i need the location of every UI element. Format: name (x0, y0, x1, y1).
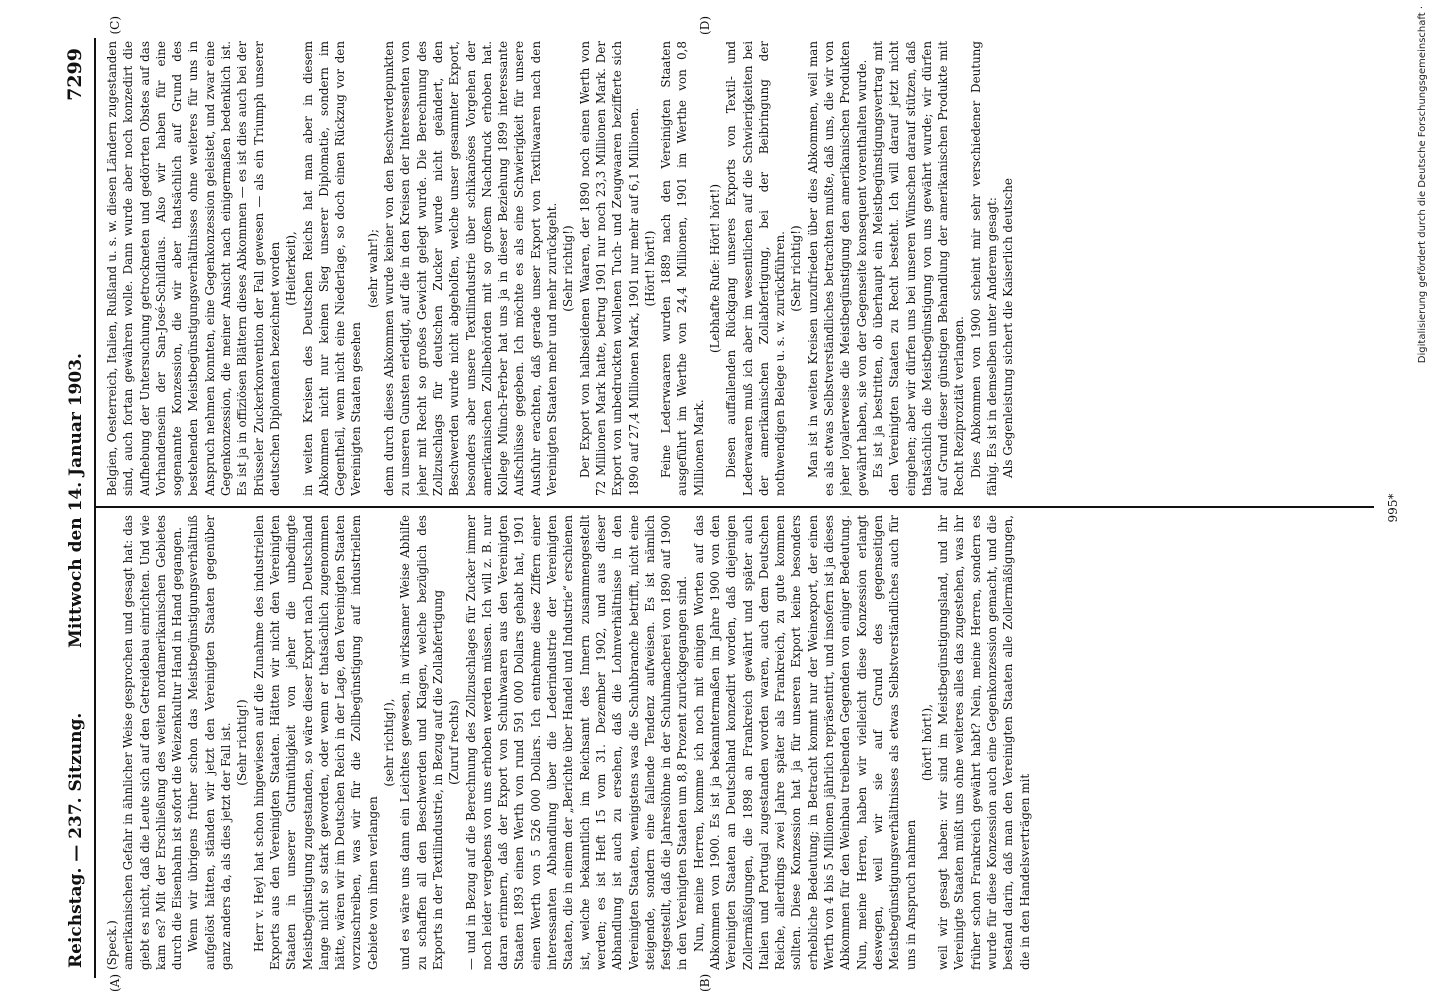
right-column (104, 41, 1374, 496)
paragraph: weil wir gesagt haben: wir sind im Meistbegünstigungsland, und ihr Vereinigte Staaten müßt uns ohne weiteres alles das zugestehen, was ihr früher schon Frankreich gewährt habt? Nein, meine Herren, sondern es wurde für diese Konzession auch eine Gegenkonzession gemacht, und die bestand darin, daß man den Vereinigten Staaten alle Zollermäßigungen, die in den Handelsverträgen mit (936, 515, 1032, 970)
paragraph: Belgien, Oesterreich, Italien, Rußland u. s. w. diesen Ländern zugestanden sind, auch fortan gewähren wolle. Dann wurde aber noch konzedirt die Aufhebung der Untersuchung getrockneten und gedörrten Obstes auf das Vorhandensein der San-José-Schildlaus. Also wir haben für eine sogenannte Konzession, die wir aber thatsächlich auf Grund des bestehenden Meistbegünstigungsverhältnisses ohne weiteres für uns in Anspruch nehmen konnten, eine Gegenkonzession geleistet, und zwar eine Gegenkonzession, die meiner Ansicht nach einigermaßen bedenklich ist. Es ist ja in offiziösen Blättern dieses Abkommen — es ist dies auch bei der Brüsseler Zuckerkonvention der Fall gewesen — als ein Triumph unserer deutschen Diplomaten bezeichnet worden (105, 41, 282, 496)
paragraph: in weiten Kreisen des Deutschen Reichs hat man aber in diesem Abkommen nicht nur keinen Sieg unserer Diplomatie, sondern im Gegentheil, wenn nicht eine Niederlage, so doch einen Rückzug vor den Vereinigten Staaten gesehen (300, 41, 364, 496)
interjection: (Heiterkeit), (284, 231, 299, 306)
page-footer-signature: 995* (1386, 493, 1400, 523)
paragraph: Man ist in weiten Kreisen unzufrieden über dies Abkommen, weil man es als etwas Selbstverständliches betrachten mußte, daß uns, die wir von jeher loyalerweise die Meistbegünstigung den amerikanischen Produkten gewährt haben, sie von der Gegenseite konsequent vorenthalten wurde. (805, 41, 869, 496)
dfg-sidebar (1414, 6, 1432, 594)
paragraph: Der Export von halbseidenen Waaren, der 1890 noch einen Werth von 72 Millionen Mark hatte, betrug 1901 nur noch 23,3 Millionen Mark. Der Export von unbedruckten wollenen Tuch- und Zeugwaaren bezifferte sich 1890 auf 27,4 Millionen Mark, 1901 nur mehr auf 6,1 Millionen. (577, 41, 641, 496)
paragraph: Dies Abkommen von 1900 scheint mir sehr verschiedener Deutung fähig. Es ist in demselben unter Anderem gesagt: (968, 41, 1000, 496)
margin-marker-c: (C) (108, 16, 122, 35)
paragraph: Als Gegenleistung sichert die Kaiserlich deutsche (1001, 178, 1016, 478)
interjection: (Sehr richtig!) (789, 225, 804, 312)
interjection: (hört! hört!), (919, 704, 934, 781)
paragraph: Wenn wir übrigens früher schon das Meistbegünstigungsverhältniß aufgelöst hätten, ständen wir jetzt den Vereinigten Staaten gegenüber ganz anders da, als dies jetzt der Fall ist. (186, 515, 234, 970)
column-divider (96, 506, 1374, 508)
paragraph: — und in Bezug auf die Berechnung des Zollzuschlages für Zucker immer noch leider vergebens von uns erhoben werden müssen. Ich will z. B. nur daran erinnern, daß der Export von Schuhwaaren aus den Vereinigten Staaten 1893 einen Werth von rund 591 000 Dollars gehabt hat, 1901 einen Werth von 5 526 000 Dollars. Ich entnehme diese Ziffern einer interessanten Abhandlung über die Lederindustrie der Vereinigten Staaten, die in einem der „Berichte über Handel und Industrie“ erschienen ist, welche bekanntlich im Reichsamt des Innern zusammengestellt werden; es ist Heft 15 vom 31. Dezember 1902, und aus dieser Abhandlung ist auch zu ersehen, daß die Lohnverhältnisse in den Vereinigten Staaten, wenigstens was die Schuhbranche betrifft, nicht eine steigende, sondern eine fallende Tendenz aufweisen. Es ist nämlich festgestellt, daß die Jahreslöhne in der Schuhmacherei von 1890 auf 1900 in den Vereinigten Staaten um 8,8 Prozent zurückgegangen sind. (463, 515, 690, 970)
margin-marker-b: (B) (698, 973, 712, 992)
interjection: (Zuruf rechts) (447, 700, 462, 785)
paragraph: denn durch dieses Abkommen wurde keiner von den Beschwerdepunkten zu unseren Gunsten erledigt, auf die in den Kreisen der Interessenten von jeher mit Recht so großes Gewicht gelegt wurde. Die Berechnung des Zollzuschlags für deutschen Zucker wurde nicht geändert, den Beschwerden wurde nicht abgeholfen, welche unser gesammter Export, besonders aber unsere Textilindustrie über schikanöses Vorgehen der amerikanischen Zollbehörden mit so großem Nachdruck erhoben hat. Kollege Münch-Ferber hat uns ja in dieser Beziehung 1899 interessante Aufschlüsse gegeben. Ich möchte es als eine Schwierigkeit für unsere Ausfuhr erachten, daß gerade unser Export von Textilwaaren nach den Vereinigten Staaten mehr und mehr zurückgeht. (382, 41, 560, 496)
header-left: Reichstag. — 237. Sitzung. (66, 712, 86, 968)
dfg-credit-label: Digitalisierung gefördert durch die Deutsche Forschungsgemeinschaft · (1417, 6, 1428, 364)
paragraph: Herr v. Heyl hat schon hingewiesen auf die Zunahme des industriellen Exports aus den Vereinigten Staaten. Hätten wir nicht den Vereinigten Staaten in unserer Gutmüthigkeit von jeher die unbedingte Meistbegünstigung zugestanden, so wäre dieser Export nach Deutschland lange nicht so stark geworden, oder wenn er thatsächlich zugenommen hätte, wären wir im Deutschen Reich in der Lage, den Vereinigten Staaten vorzuschreiben, was wir für die Zollbegünstigung auf industriellem Gebiete von ihnen verlangen (251, 515, 380, 970)
interjection: (sehr richtig!), (382, 698, 397, 787)
paragraph: Nun, meine Herren, komme ich noch mit einigen Worten auf das Abkommen von 1900. Es ist ja bekanntermaßen im Jahre 1900 von den Vereinigten Staaten an Deutschland konzedirt worden, daß diejenigen Zollermäßigungen, die 1898 an Frankreich gewährt und später auch Italien und Portugal zugestanden worden waren, auch dem Deutschen Reiche, allerdings zwei Jahre später als Frankreich, zu gute kommen sollten. Diese Konzession hat ja für unseren Export keine besonders erhebliche Bedeutung; in Betracht kommt nur der Weinexport, der einen Werth von 4 bis 5 Millionen jährlich repräsentirt, und insofern ist ja dieses Abkommen für den Weinbau treibenden Gegenden von einiger Bedeutung. Nun, meine Herren, haben wir vielleicht diese Konzession erlangt deswegen, weil wir sie auf Grund des gegenseitigen Meistbegünstigungsverhältnisses als etwas Selbstverständliches auch für uns in Anspruch nahmen (691, 515, 918, 970)
paragraph: (Speck.) (105, 920, 119, 970)
left-column (104, 515, 1374, 970)
newspaper-page (60, 16, 1400, 992)
header-date: Mittwoch den 14. Januar 1903. (66, 353, 86, 648)
margin-marker-d: (D) (698, 16, 712, 35)
interjection: (Lebhafte Rufe: Hört! hört!) (707, 184, 722, 354)
interjection: (Sehr richtig!) (561, 225, 576, 312)
interjection: (Hört! hört!) (642, 230, 657, 307)
interjection: (sehr wahr!); (365, 229, 380, 308)
page-number: 7299 (64, 48, 86, 101)
paragraph: Feine Lederwaaren wurden 1889 nach den Vereinigten Staaten ausgeführt im Werthe von 24,4 Millionen, 1901 im Werthe von 0,8 Millionen Mark. (659, 41, 706, 496)
paragraph: Es ist ja bestritten, ob überhaupt ein Meistbegünstigungsvertrag mit den Vereinigten Staaten zu Recht besteht. Ich will darauf jetzt nicht eingehen; aber wir dürfen uns bei unseren Wünschen darauf stützen, daß thatsächlich die Meistbegünstigung von uns gewährt wurde; wir dürfen auf Grund dieser günstigen Behandlung der amerikanischen Produkte mit Recht Reziprozität verlangen. (870, 41, 967, 496)
dfg-credit-text (1414, 6, 1432, 594)
margin-marker-a: (A) (108, 973, 122, 992)
paragraph: amerikanischen Gefahr in ähnlicher Weise gesprochen und gesagt hat: das giebt es nicht, daß die Leute sich auf den Getreidebau einrichten. Und wie kam es? Mit der Erschließung des weiten nordamerikanischen Gebietes durch die Eisenbahn ist sofort die Weizenkultur Hand in Hand gegangen. (121, 515, 185, 970)
interjection: (Sehr richtig!) (235, 699, 250, 786)
paragraph: Diesen auffallenden Rückgang unseres Exports von Textil- und Lederwaaren muß ich aber im wesentlichen auf die Schwierigkeiten bei der amerikanischen Zollabfertigung, bei der Beibringung der nothwendigen Belege u. s. w. zurückführen. (724, 41, 788, 496)
paragraph: und es wäre uns dann ein Leichtes gewesen, in wirksamer Weise Abhilfe zu schaffen all den Beschwerden und Klagen, welche bezüglich des Exports in der Textilindustrie, in Bezug auf die Zollabfertigung (398, 515, 445, 970)
page-header (60, 38, 96, 978)
